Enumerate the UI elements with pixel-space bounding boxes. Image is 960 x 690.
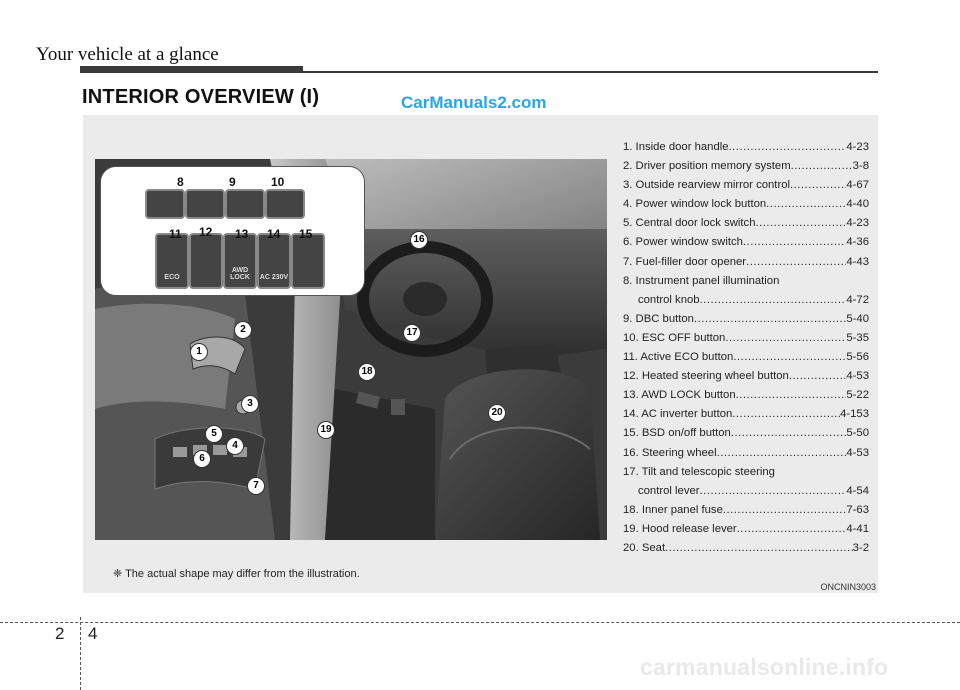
inset-number-14: 14	[267, 227, 281, 241]
item-text: 7. Fuel-filler door opener	[623, 255, 747, 268]
callout-20: 20	[488, 404, 506, 422]
list-item	[623, 176, 869, 195]
item-text: 8. Instrument panel illumination	[623, 274, 780, 287]
ac-inverter-switch-label: AC 230V	[259, 274, 289, 281]
header-title: Your vehicle at a glance	[36, 44, 219, 65]
list-item	[623, 253, 869, 272]
item-text: 5. Central door lock switch	[623, 217, 756, 230]
inset-number-11: 11	[169, 227, 182, 241]
item-text: 10. ESC OFF button	[623, 331, 726, 344]
item-text: 17. Tilt and telescopic steering	[623, 465, 775, 478]
item-page: 3-2	[852, 541, 869, 554]
inset-number-10: 10	[271, 175, 285, 189]
component-index-list	[623, 138, 869, 558]
list-item	[623, 329, 869, 348]
item-text: 15. BSD on/off button	[623, 427, 731, 440]
item-page: 4-153	[840, 408, 869, 421]
illustration-note: ❈ The actual shape may differ from the illustration.	[113, 568, 360, 580]
item-page: 4-43	[846, 255, 869, 268]
callout-17: 17	[403, 324, 421, 342]
item-text: 9. DBC button	[623, 312, 694, 325]
callout-5: 5	[205, 425, 223, 443]
eco-switch	[155, 233, 189, 289]
callout-4: 4	[226, 437, 244, 455]
leader-dots	[725, 329, 846, 348]
leader-dots	[700, 291, 847, 310]
callout-1: 1	[190, 343, 208, 361]
leader-dots	[732, 405, 840, 424]
list-item	[623, 424, 869, 443]
callout-18: 18	[358, 363, 376, 381]
list-item	[623, 444, 869, 463]
leader-dots	[729, 138, 847, 157]
leader-dots	[766, 195, 846, 214]
bsd-switch	[291, 233, 325, 289]
ac-inverter-switch	[257, 233, 291, 289]
leader-dots	[791, 157, 853, 176]
item-page: 5-50	[846, 427, 869, 440]
list-item	[623, 157, 869, 176]
illumination-knob-switch	[145, 189, 185, 219]
eco-switch-label: ECO	[164, 274, 180, 281]
page-number: 4	[88, 624, 98, 643]
watermark-bottom: carmanualsonline.info	[640, 654, 889, 680]
item-text: 19. Hood release lever	[623, 522, 737, 535]
page-number-divider	[80, 617, 81, 690]
awd-lock-switch	[223, 233, 257, 289]
callout-19: 19	[317, 421, 335, 439]
leader-dots	[700, 482, 847, 501]
callout-6: 6	[193, 450, 211, 468]
item-page: 4-41	[846, 522, 869, 535]
watermark-top: CarManuals2.com	[401, 93, 547, 112]
item-text: 11. Active ECO button	[623, 351, 734, 364]
figure-code: ONCNIN3003	[820, 582, 876, 592]
inset-number-13: 13	[235, 227, 249, 241]
extra-switch	[265, 189, 305, 219]
callout-7: 7	[247, 477, 265, 495]
header-rule	[80, 71, 878, 73]
item-page: 5-22	[846, 389, 869, 402]
footer-rule	[0, 622, 960, 623]
list-item	[623, 272, 869, 310]
item-page: 4-40	[846, 198, 869, 211]
list-item	[623, 539, 869, 558]
inset-number-9: 9	[229, 175, 236, 189]
item-text: 2. Driver position memory system	[623, 160, 791, 173]
leader-dots	[737, 520, 847, 539]
inset-number-8: 8	[177, 175, 184, 189]
list-item	[623, 348, 869, 367]
item-page: 5-56	[846, 351, 869, 364]
item-page: 4-67	[846, 179, 869, 192]
leader-dots	[731, 424, 847, 443]
item-page: 3-8	[852, 160, 869, 173]
list-item	[623, 501, 869, 520]
item-text: 6. Power window switch	[623, 236, 743, 249]
item-text: 14. AC inverter button	[623, 408, 733, 421]
item-text-cont: control lever	[638, 484, 700, 497]
leader-dots	[743, 233, 846, 252]
item-text: 18. Inner panel fuse	[623, 503, 723, 516]
list-item	[623, 520, 869, 539]
leader-dots	[694, 310, 846, 329]
leader-dots	[717, 444, 847, 463]
list-item	[623, 386, 869, 405]
esc-off-switch	[225, 189, 265, 219]
leader-dots	[755, 214, 846, 233]
chapter-number: 2	[55, 624, 65, 643]
list-item	[623, 310, 869, 329]
item-text-cont: control knob	[638, 293, 700, 306]
section-title: INTERIOR OVERVIEW (I)	[82, 86, 320, 108]
dbc-switch	[185, 189, 225, 219]
item-page: 4-36	[846, 236, 869, 249]
leader-dots	[790, 176, 846, 195]
leader-dots	[733, 348, 846, 367]
item-text: 13. AWD LOCK button	[623, 389, 736, 402]
item-page: 4-53	[846, 446, 869, 459]
list-item	[623, 214, 869, 233]
list-item	[623, 195, 869, 214]
inset-number-12: 12	[199, 225, 213, 239]
item-page: 7-63	[846, 503, 869, 516]
awd-lock-switch-label: AWD LOCK	[230, 267, 250, 281]
leader-dots	[746, 253, 846, 272]
item-page: 5-35	[846, 331, 869, 344]
list-item	[623, 233, 869, 252]
leader-dots	[789, 367, 847, 386]
callout-2: 2	[234, 321, 252, 339]
item-page: 4-23	[846, 141, 869, 153]
item-page: 4-72	[846, 293, 869, 306]
heated-wheel-switch	[189, 233, 223, 289]
callout-3: 3	[241, 395, 259, 413]
item-text: 4. Power window lock button	[623, 198, 767, 211]
inset-number-15: 15	[299, 227, 313, 241]
item-page: 4-53	[846, 370, 869, 383]
leader-dots	[736, 386, 847, 405]
item-page: 5-40	[846, 312, 869, 325]
item-page: 4-54	[846, 484, 869, 497]
item-text: 12. Heated steering wheel button	[623, 370, 789, 383]
list-item	[623, 367, 869, 386]
switch-inset	[100, 166, 365, 296]
callout-16: 16	[410, 231, 428, 249]
item-text: 20. Seat	[623, 541, 666, 554]
leader-dots	[665, 539, 853, 558]
item-page: 4-23	[846, 217, 869, 230]
leader-dots	[723, 501, 847, 520]
item-text: 3. Outside rearview mirror control	[623, 179, 790, 192]
item-text: 16. Steering wheel	[623, 446, 717, 459]
list-item	[623, 138, 869, 157]
list-item	[623, 405, 869, 424]
list-item	[623, 463, 869, 501]
item-text: 1. Inside door handle	[623, 141, 729, 153]
